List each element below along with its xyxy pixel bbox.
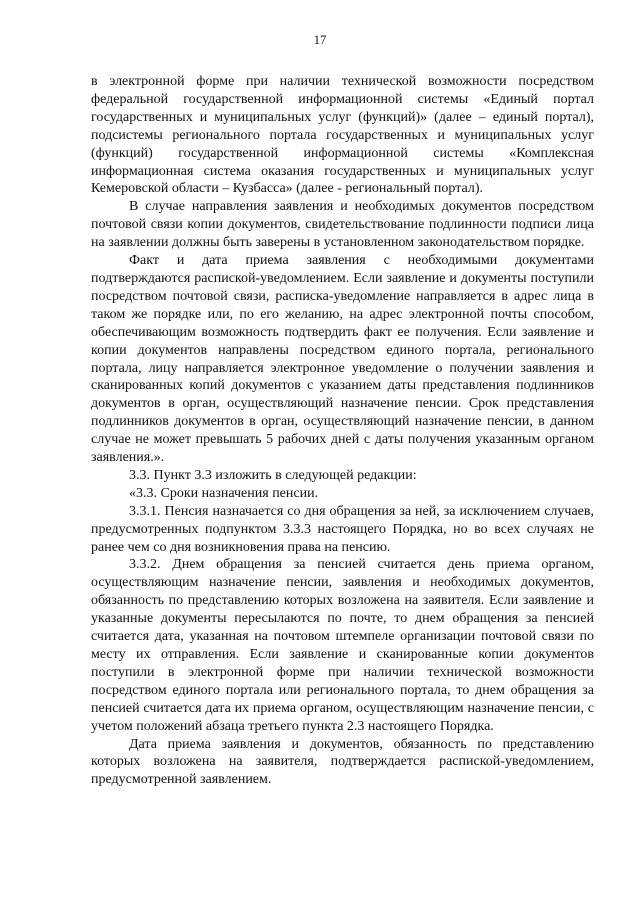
page-number: 17 xyxy=(313,33,327,47)
paragraph-postal-submission: В случае направления заявления и необходимых документов посредством почтовой связи копии документов, свидетельствование подлинности подписи лица на заявлении должны быть заверены в установленном законодательством порядке. xyxy=(91,199,594,251)
paragraph-3-3-1: 3.3.1. Пенсия назначается со дня обращения за ней, за исключением случаев, предусмотренных подпунктом 3.3.3 настоящего Порядка, но во всех случаях не ранее чем со дня возникновения права на пенсию. xyxy=(91,503,594,555)
document-body xyxy=(91,73,594,789)
paragraph-amendment-3-3: 3.3. Пункт 3.3 изложить в следующей редакции: xyxy=(129,467,417,483)
paragraph-heading-3-3: «3.3. Сроки назначения пенсии. xyxy=(129,485,319,501)
paragraph-3-3-2: 3.3.2. Днем обращения за пенсией считается день приема органом, осуществляющим назначение пенсии, заявления и необходимых документов, обязанность по представлению которых возложена на заявителя. Если заявление и указанные документы пересылаются по почте, то днем обращения за пенсией считается дата, указанная на почтовом штемпеле организации почтовой связи по месту их отправления. Если заявление и сканированные копии документов поступили в электронной форме при наличии технической возможности посредством единого портала или регионального портала, то днем обращения за пенсией считается дата их приема органом, осуществляющим назначение пенсии, с учетом положений абзаца третьего пункта 2.3 настоящего Порядка. xyxy=(91,557,594,734)
paragraph-continuation: в электронной форме при наличии технической возможности посредством федеральной государственной информационной системы «Единый портал государственных и муниципальных услуг (функций)» (далее – единый портал), подсистемы регионального портала государственных и муниципальных услуг (функций) государственной информационной системы «Комплексная информационная система оказания государственных и муниципальных услуг Кемеровской области – Кузбасса» (далее - региональный портал). xyxy=(91,74,594,197)
paragraph-receipt-notification: Факт и дата приема заявления с необходимыми документами подтверждаются распиской-уведомлением. Если заявление и документы поступили посредством почтовой связи, расписка-уведомление направляется в адрес лица в таком же порядке или, по его желанию, на адрес электронной почты способом, обеспечивающим возможность подтвердить факт ее получения. Если заявление и копии документов направлены посредством единого портала, регионального портала, лицу направляется электронное уведомление о получении заявления и сканированных копий документов с указанием даты представления подлинников документов в орган, осуществляющий назначение пенсии. Срок представления подлинников документов в орган, осуществляющий назначение пенсии, в данном случае не может превышать 5 рабочих дней с даты получения указанным органом заявления.». xyxy=(91,253,594,466)
paragraph-receipt-date: Дата приема заявления и документов, обязанность по представлению которых возложена на заявителя, подтверждается распиской-уведомлением, предусмотренной заявлением. xyxy=(91,736,594,788)
